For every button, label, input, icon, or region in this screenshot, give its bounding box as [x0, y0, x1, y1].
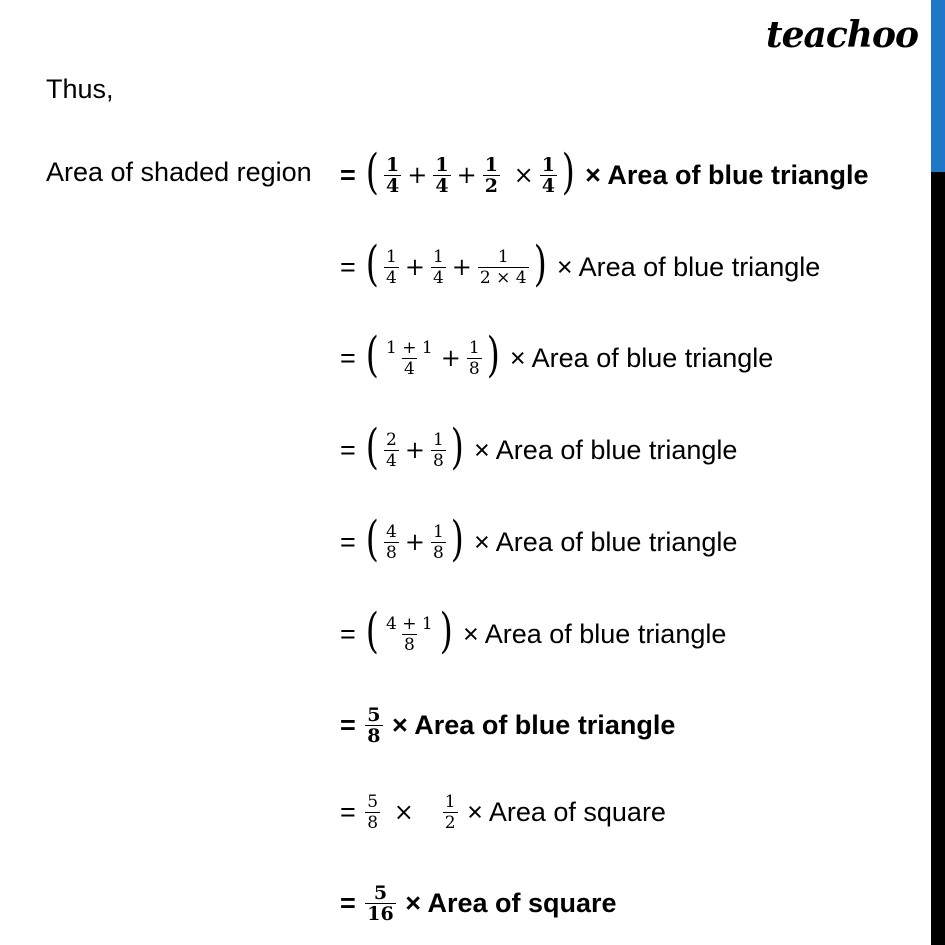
sidebar-accent — [931, 0, 945, 172]
step-text: × Area of blue triangle — [384, 709, 676, 740]
step-text: = — [340, 342, 364, 373]
equation-step — [340, 512, 737, 572]
operator: × — [386, 798, 437, 826]
close-paren: ) — [533, 236, 547, 292]
fraction — [483, 155, 500, 196]
fraction — [384, 522, 399, 563]
equation-step — [340, 145, 868, 205]
numerator: 1 — [386, 153, 400, 176]
denominator: 8 — [432, 450, 444, 471]
operator: + — [440, 344, 461, 372]
numerator: 4 + 1 — [386, 613, 433, 634]
denominator: 4 — [386, 174, 400, 197]
step-text: × Area of blue triangle — [549, 251, 821, 282]
open-paren: ( — [366, 603, 380, 659]
step-text: = — [340, 796, 364, 827]
fraction — [384, 614, 435, 655]
step-text: = — [340, 709, 364, 740]
fraction — [540, 155, 557, 196]
numerator: 1 — [432, 429, 444, 450]
fraction — [365, 705, 382, 746]
step-text: × Area of blue triangle — [577, 159, 869, 190]
fraction — [384, 338, 435, 379]
slide-sidebar — [931, 0, 945, 945]
numerator: 1 — [435, 153, 449, 176]
step-text: × Area of square — [459, 796, 666, 827]
step-text: = — [340, 618, 364, 649]
shaded-region-label: Area of shaded region — [46, 157, 312, 187]
numerator: 5 — [367, 703, 381, 726]
numerator: 5 — [373, 881, 388, 904]
operator: + — [456, 161, 477, 189]
step-text: = — [340, 526, 364, 557]
equation-step — [340, 420, 737, 480]
operator: + — [451, 253, 472, 281]
fraction — [431, 430, 446, 471]
numerator: 2 — [386, 429, 397, 450]
numerator: 1 + 1 — [386, 337, 433, 358]
denominator: 16 — [367, 902, 394, 925]
step-text: = — [340, 159, 364, 190]
open-paren: ( — [366, 419, 380, 475]
denominator: 4 — [386, 450, 397, 471]
denominator: 4 — [541, 174, 555, 197]
step-text: = — [340, 251, 364, 282]
teachoo-logo: teachoo — [766, 14, 918, 56]
fraction — [443, 792, 458, 833]
close-paren: ) — [450, 419, 464, 475]
denominator: 4 — [432, 267, 444, 288]
operator: + — [404, 436, 425, 464]
step-text: × Area of blue triangle — [502, 342, 774, 373]
fraction — [365, 883, 395, 924]
numerator: 1 — [444, 791, 456, 812]
denominator: 8 — [367, 724, 381, 747]
denominator: 8 — [432, 542, 444, 563]
equation-step — [340, 695, 675, 755]
operator: + — [404, 253, 425, 281]
open-paren: ( — [366, 144, 380, 200]
numerator: 1 — [432, 246, 444, 267]
step-text: = — [340, 887, 364, 918]
numerator: 4 — [386, 521, 397, 542]
fraction — [431, 522, 446, 563]
operator: + — [404, 528, 425, 556]
denominator: 4 — [435, 174, 449, 197]
close-paren: ) — [450, 511, 464, 567]
denominator: 8 — [403, 634, 415, 655]
denominator: 2 — [444, 812, 456, 833]
numerator: 1 — [432, 521, 444, 542]
numerator: 1 — [484, 153, 498, 176]
fraction — [433, 155, 450, 196]
fraction — [431, 247, 446, 288]
open-paren: ( — [366, 511, 380, 567]
numerator: 1 — [468, 337, 480, 358]
fraction — [467, 338, 482, 379]
fraction — [478, 247, 529, 288]
denominator: 2 — [484, 174, 498, 197]
close-paren: ) — [486, 327, 500, 383]
open-paren: ( — [366, 236, 380, 292]
step-text: × Area of blue triangle — [466, 526, 738, 557]
numerator: 1 — [386, 246, 397, 267]
close-paren: ) — [439, 603, 453, 659]
fraction — [384, 430, 399, 471]
fraction — [384, 155, 401, 196]
intro-text: Thus, — [46, 74, 114, 104]
equation-step — [340, 328, 773, 388]
step-text: × Area of blue triangle — [455, 618, 727, 649]
fraction — [384, 247, 399, 288]
denominator: 4 — [403, 358, 415, 379]
denominator: 8 — [386, 542, 397, 563]
step-text: = — [340, 434, 364, 465]
equation-step — [340, 782, 666, 842]
operator: × — [505, 161, 534, 189]
open-paren: ( — [366, 327, 380, 383]
denominator: 2 × 4 — [479, 267, 527, 288]
equation-step — [340, 604, 726, 664]
close-paren: ) — [561, 144, 575, 200]
step-text: × Area of blue triangle — [466, 434, 738, 465]
numerator: 5 — [367, 791, 379, 812]
numerator: 1 — [497, 246, 509, 267]
operator: + — [407, 161, 428, 189]
equation-step — [340, 237, 820, 297]
step-text: × Area of square — [397, 887, 617, 918]
denominator: 8 — [468, 358, 480, 379]
numerator: 1 — [541, 153, 555, 176]
denominator: 4 — [386, 267, 397, 288]
denominator: 8 — [367, 812, 379, 833]
fraction — [365, 792, 380, 833]
equation-step — [340, 873, 617, 933]
